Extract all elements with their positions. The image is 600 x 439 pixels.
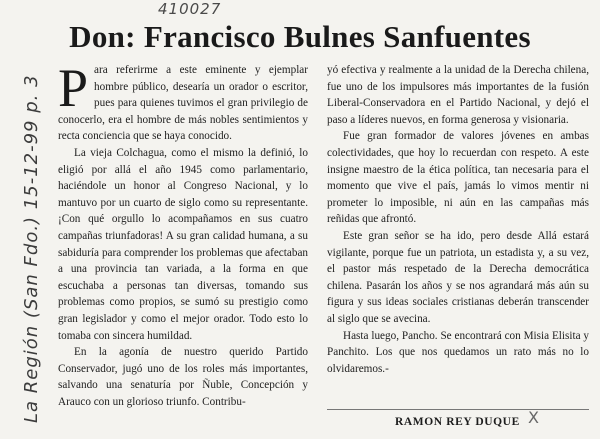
paragraph: En la agonía de nuestro querido Partido Conservador, jugó uno de los roles más importantes, salvando una senaturía por Ñuble, Concepción y Arauco con un glorioso triunfo. Contribu- xyxy=(58,346,308,408)
article-title: Don: Francisco Bulnes Sanfuentes xyxy=(69,19,531,54)
paragraph-text: ara referirme a este eminente y ejemplar hombre público, desearía un orador o escritor, pues para quienes tuvimos el gran privilegio de conocerlo, era el hombre de más nobles sentimientos y recta conciencia que se haya conocido. xyxy=(58,64,308,143)
article-column-left xyxy=(58,58,308,410)
paragraph: Este gran señor se ha ido, pero desde Allá estará vigilante, porque fue un patriota, un estadista y, a su vez, el pastor más respetado de la Derecha democrática chilena. Pasarán los años y se nos agrandará más aún su figura y sus ideas sociales cristianas deberán transcender al siglo que se avecina. xyxy=(327,229,589,325)
check-mark: X xyxy=(528,408,539,427)
article-column-right xyxy=(327,62,589,377)
author-byline: RAMON REY DUQUE xyxy=(395,416,520,428)
paragraph: La vieja Colchagua, como el mismo la definió, lo eligió por allá el año 1945 como parlamentario, haciéndole un honor al Congreso Nacional, y lo mantuvo por un cuarto de siglo como su representante. ¡Con qué orgullo lo acompañamos en sus cuatro campañas triunfadoras! A su gran calidad humana, a su sabiduría para comprender los problemas que afectaban a una provincia tan variada, a la forma en que escuchaba a personas tan diversas, tomando sus problemas como propios, se sumó su prestigio como gran legislador y como el mejor orador. Todo esto lo tomaba con sincera humildad. xyxy=(58,146,308,342)
byline-divider xyxy=(327,409,589,410)
paragraph: Hasta luego, Pancho. Se encontrará con Misia Elisita y Panchito. Los que nos quedamos un rato más no lo olvidaremos.- xyxy=(327,329,589,375)
drop-cap: P xyxy=(58,58,89,118)
archive-code: 410027 xyxy=(158,0,222,18)
paragraph: Fue gran formador de valores jóvenes en ambas colectividades, que hoy lo recuerdan con respeto. A este insigne maestro de la ética política, tan necesaria para el momento que vive el país, jamás lo vimos mentir ni prometer lo imposible, ni aún en las campañas más reñidas que afrontó. xyxy=(327,130,589,226)
paragraph xyxy=(58,58,308,145)
paragraph: yó efectiva y realmente a la unidad de la Derecha chilena, fue uno de los impulsores más importantes de la fusión Liberal-Conservadora en el Partido Nacional, y dejó el paso a líderes nuevos, en forma generosa y visionaria. xyxy=(327,64,589,126)
handwritten-margin-note: La Región (San Fdo.) 15-12-99 p. 3 xyxy=(21,74,42,423)
